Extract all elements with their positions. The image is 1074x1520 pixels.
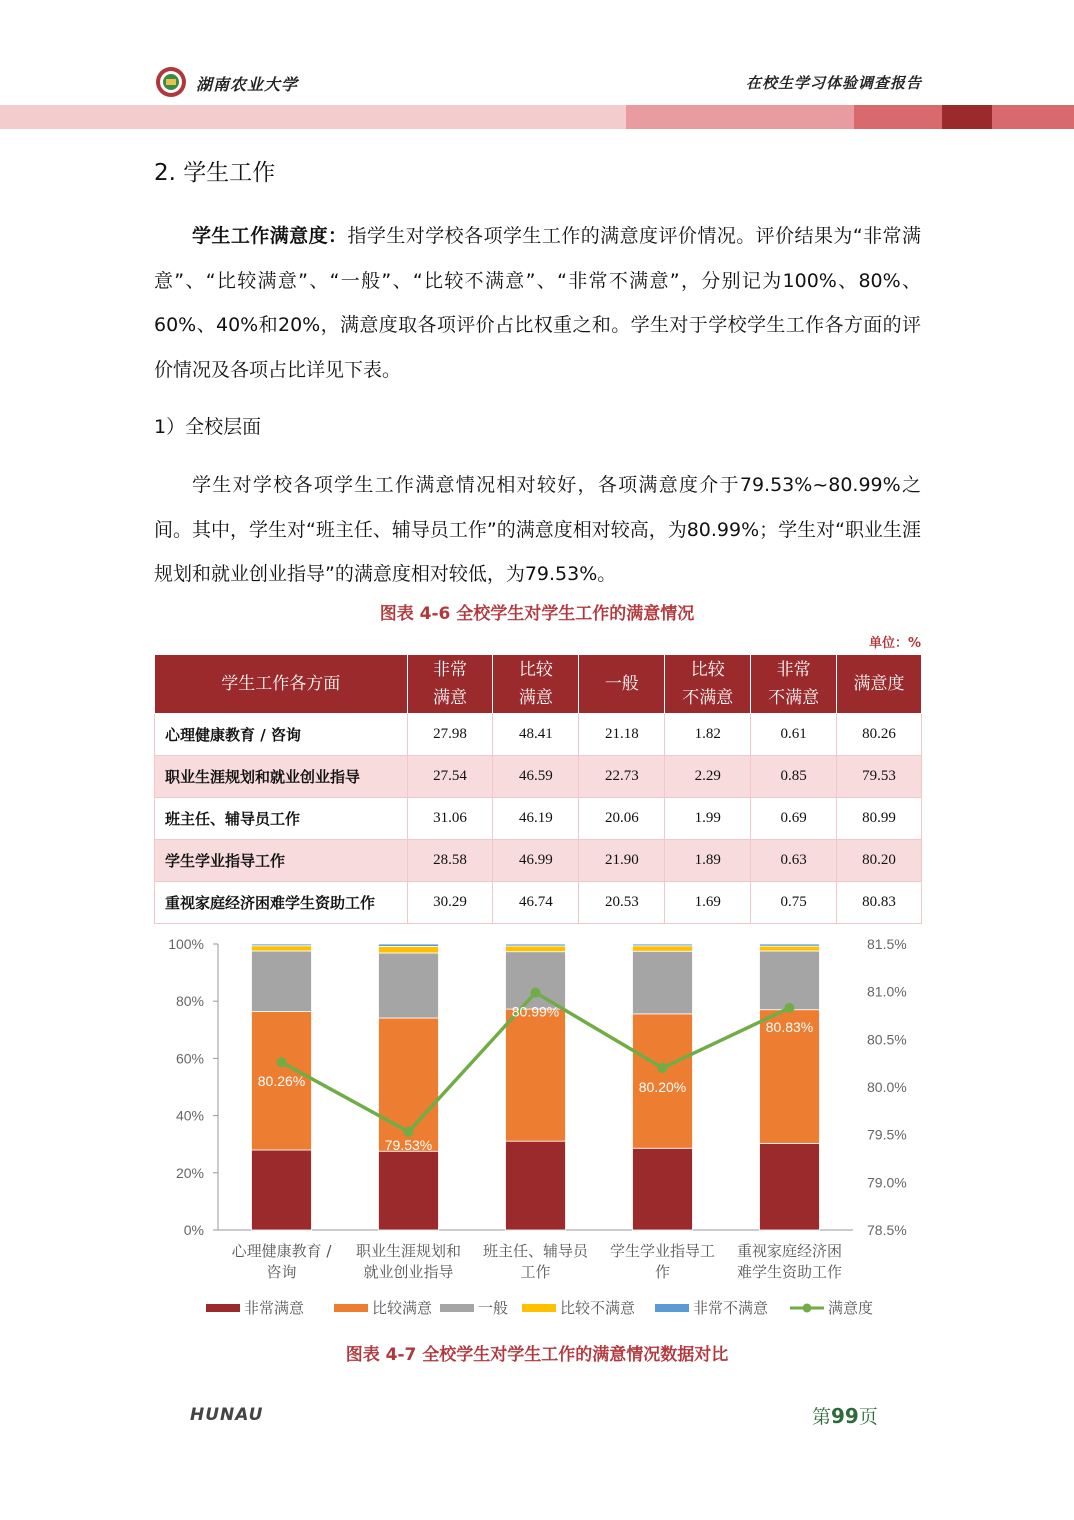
table-cell-value: 80.26: [837, 714, 922, 756]
satisfaction-chart: [150, 932, 930, 1332]
y-tick-label-right: 80.5%: [867, 1031, 907, 1048]
table-header-line: 满意: [433, 688, 468, 708]
table-cell-value: 28.58: [407, 840, 493, 882]
bar-segment: [633, 951, 693, 1014]
page-number-value: 99: [831, 1404, 859, 1428]
bar-segment: [633, 944, 693, 946]
table-cell-value: 1.69: [665, 882, 751, 924]
bar-segment: [633, 1148, 693, 1230]
table-header-0: [155, 655, 408, 714]
table-header-line: 不满意: [682, 688, 734, 708]
table-cell-value: 80.83: [837, 882, 922, 924]
table-cell-value: 27.54: [407, 756, 493, 798]
bar-segment: [633, 946, 693, 951]
university-logo: [155, 66, 187, 98]
header-band-light: [0, 105, 626, 129]
legend-label: 比较不满意: [560, 1299, 636, 1317]
page-prefix: 第: [812, 1406, 832, 1428]
x-tick-label: 心理健康教育 /: [231, 1242, 332, 1260]
table-cell-value: 0.61: [751, 714, 837, 756]
bar-segment: [379, 953, 439, 1018]
legend-label: 非常不满意: [693, 1299, 769, 1317]
chart-caption: 图表 4-7 全校学生对学生工作的满意情况数据对比: [345, 1345, 729, 1365]
y-tick-label-left: 100%: [168, 936, 204, 952]
y-tick-label-left: 80%: [175, 993, 204, 1010]
table-header-line: 比较: [518, 660, 553, 680]
legend-swatch: [522, 1304, 556, 1312]
bar-segment: [379, 946, 439, 953]
summary-text: 学生对学校各项学生工作满意情况相对较好，各项满意度介于79.53%~80.99%之间。其中，学生对“班主任、辅导员工作”的满意度相对较高，为80.99%；学生对“职业生涯规划和就业创业指导”的满意度相对较低，为79.53%。: [154, 474, 921, 585]
table-cell-aspect: 班主任、辅导员工作: [155, 798, 408, 840]
header-band-strong: [854, 105, 942, 129]
satisfaction-data-label: 79.53%: [384, 1136, 433, 1153]
table-cell-aspect: 职业生涯规划和就业创业指导: [155, 756, 408, 798]
table-header-2: [493, 655, 579, 714]
table-header-4: [665, 655, 751, 714]
table-unit: 单位：%: [868, 636, 921, 651]
x-tick-label: 工作: [520, 1263, 551, 1281]
legend-label: 满意度: [828, 1299, 874, 1317]
table-cell-aspect: 心理健康教育 / 咨询: [155, 714, 408, 756]
table-header-6: [837, 655, 922, 714]
table-cell-value: 2.29: [665, 756, 751, 798]
x-tick-label: 职业生涯规划和: [355, 1242, 462, 1260]
satisfaction-point: [404, 1127, 414, 1137]
satisfaction-point: [531, 988, 541, 998]
header-university-name: 湖南农业大学: [196, 75, 299, 94]
intro-paragraph: [154, 214, 921, 392]
table-cell-value: 20.53: [579, 882, 665, 924]
table-cell-value: 46.19: [493, 798, 579, 840]
table-header-line: 比较: [690, 660, 725, 680]
y-tick-label-right: 79.0%: [867, 1174, 907, 1191]
y-tick-label-right: 81.0%: [867, 983, 907, 1000]
satisfaction-data-label: 80.26%: [257, 1073, 306, 1090]
table-header-line: 满意: [518, 688, 553, 708]
table-header-3: [579, 655, 665, 714]
table-cell-value: 0.69: [751, 798, 837, 840]
satisfaction-point: [658, 1063, 668, 1073]
table-cell-value: 46.99: [493, 840, 579, 882]
satisfaction-data-label: 80.99%: [511, 1003, 560, 1020]
legend-line-marker: [803, 1304, 812, 1313]
bar-segment: [760, 1143, 820, 1230]
bar-segment: [379, 944, 439, 946]
table-cell-value: 21.18: [579, 714, 665, 756]
bar-segment: [252, 951, 312, 1012]
bar-segment: [379, 1151, 439, 1230]
bar-segment: [252, 1150, 312, 1230]
y-tick-label-left: 0%: [183, 1222, 204, 1238]
table-row: [155, 882, 922, 924]
bar-segment: [506, 1009, 566, 1141]
bar-segment: [506, 952, 566, 1009]
table-row: [155, 714, 922, 756]
x-tick-label: 咨询: [266, 1263, 297, 1281]
header-report-title: 在校生学习体验调查报告: [745, 74, 922, 92]
bar-segment: [252, 944, 312, 946]
table-cell-value: 0.85: [751, 756, 837, 798]
table-caption: 图表 4-6 全校学生对学生工作的满意情况: [379, 604, 695, 624]
satisfaction-table: [154, 654, 922, 924]
table-cell-value: 21.90: [579, 840, 665, 882]
table-header-line: 非常: [433, 660, 468, 680]
table-header-line: 一般: [604, 674, 639, 694]
table-cell-value: 80.20: [837, 840, 922, 882]
intro-bold-lead: 学生工作满意度：: [192, 225, 348, 247]
x-tick-label: 重视家庭经济困: [736, 1242, 843, 1260]
header-band-dark: [942, 105, 992, 129]
table-header-1: [407, 655, 493, 714]
legend-label: 一般: [478, 1299, 509, 1317]
table-cell-value: 22.73: [579, 756, 665, 798]
table-cell-value: 0.75: [751, 882, 837, 924]
legend-swatch: [334, 1304, 368, 1312]
table-cell-value: 1.89: [665, 840, 751, 882]
satisfaction-data-label: 80.20%: [638, 1078, 687, 1095]
x-tick-label: 班主任、辅导员: [482, 1242, 589, 1260]
table-cell-value: 1.99: [665, 798, 751, 840]
legend-label: 比较满意: [372, 1299, 433, 1317]
header-band-mid: [626, 105, 854, 129]
summary-paragraph: [154, 463, 921, 597]
table-cell-aspect: 学生学业指导工作: [155, 840, 408, 882]
subsection-title: 1）全校层面: [154, 416, 262, 438]
table-cell-value: 46.74: [493, 882, 579, 924]
bar-segment: [760, 951, 820, 1010]
y-tick-label-left: 60%: [175, 1050, 204, 1067]
table-cell-aspect: 重视家庭经济困难学生资助工作: [155, 882, 408, 924]
y-tick-label-right: 79.5%: [867, 1126, 907, 1143]
table-header-line: 学生工作各方面: [221, 674, 341, 694]
table-cell-value: 30.29: [407, 882, 493, 924]
legend-swatch: [655, 1304, 689, 1312]
y-tick-label-left: 20%: [175, 1164, 204, 1181]
table-header-row: [155, 655, 922, 714]
table-cell-value: 46.59: [493, 756, 579, 798]
y-tick-label-right: 78.5%: [867, 1222, 907, 1238]
x-tick-label: 学生学业指导工: [609, 1242, 716, 1260]
legend-swatch: [440, 1304, 474, 1312]
table-cell-value: 27.98: [407, 714, 493, 756]
page-suffix: 页: [858, 1406, 878, 1428]
x-tick-label: 难学生资助工作: [736, 1263, 843, 1281]
table-cell-value: 79.53: [837, 756, 922, 798]
table-header-line: 不满意: [768, 688, 820, 708]
table-cell-value: 80.99: [837, 798, 922, 840]
bar-segment: [506, 946, 566, 952]
bar-segment: [506, 944, 566, 946]
table-row: [155, 756, 922, 798]
table-header-line: 非常: [776, 660, 811, 680]
bar-segment: [506, 1141, 566, 1230]
x-tick-label: 就业创业指导: [363, 1263, 454, 1281]
x-tick-label: 作: [654, 1263, 671, 1281]
table-cell-value: 48.41: [493, 714, 579, 756]
table-header-5: [751, 655, 837, 714]
table-cell-value: 20.06: [579, 798, 665, 840]
legend-swatch: [206, 1304, 240, 1312]
table-row: [155, 798, 922, 840]
footer-brand: HUNAU: [190, 1405, 264, 1425]
header-band-end: [992, 105, 1074, 129]
table-cell-value: 1.82: [665, 714, 751, 756]
satisfaction-point: [277, 1057, 287, 1067]
bar-segment: [760, 946, 820, 951]
table-cell-value: 31.06: [407, 798, 493, 840]
table-cell-value: 0.63: [751, 840, 837, 882]
legend-label: 非常满意: [244, 1299, 305, 1317]
table-row: [155, 840, 922, 882]
bar-segment: [252, 946, 312, 951]
table-header-line: 满意度: [853, 674, 905, 694]
y-tick-label-right: 80.0%: [867, 1079, 907, 1095]
y-tick-label-left: 40%: [175, 1107, 204, 1124]
intro-text: 指学生对学校各项学生工作的满意度评价情况。评价结果为“非常满意”、“比较满意”、“一般”、“比较不满意”、“非常不满意”，分别记为100%、80%、60%、40%和20%，满意度取各项评价占比权重之和。学生对于学校学生工作各方面的评价情况及各项占比详见下表。: [154, 225, 921, 381]
y-tick-label-right: 81.5%: [867, 936, 907, 952]
page-number: [812, 1402, 878, 1429]
satisfaction-data-label: 80.83%: [765, 1018, 814, 1035]
bar-segment: [760, 944, 820, 946]
section-title: 2. 学生工作: [154, 160, 276, 186]
satisfaction-point: [785, 1003, 795, 1013]
